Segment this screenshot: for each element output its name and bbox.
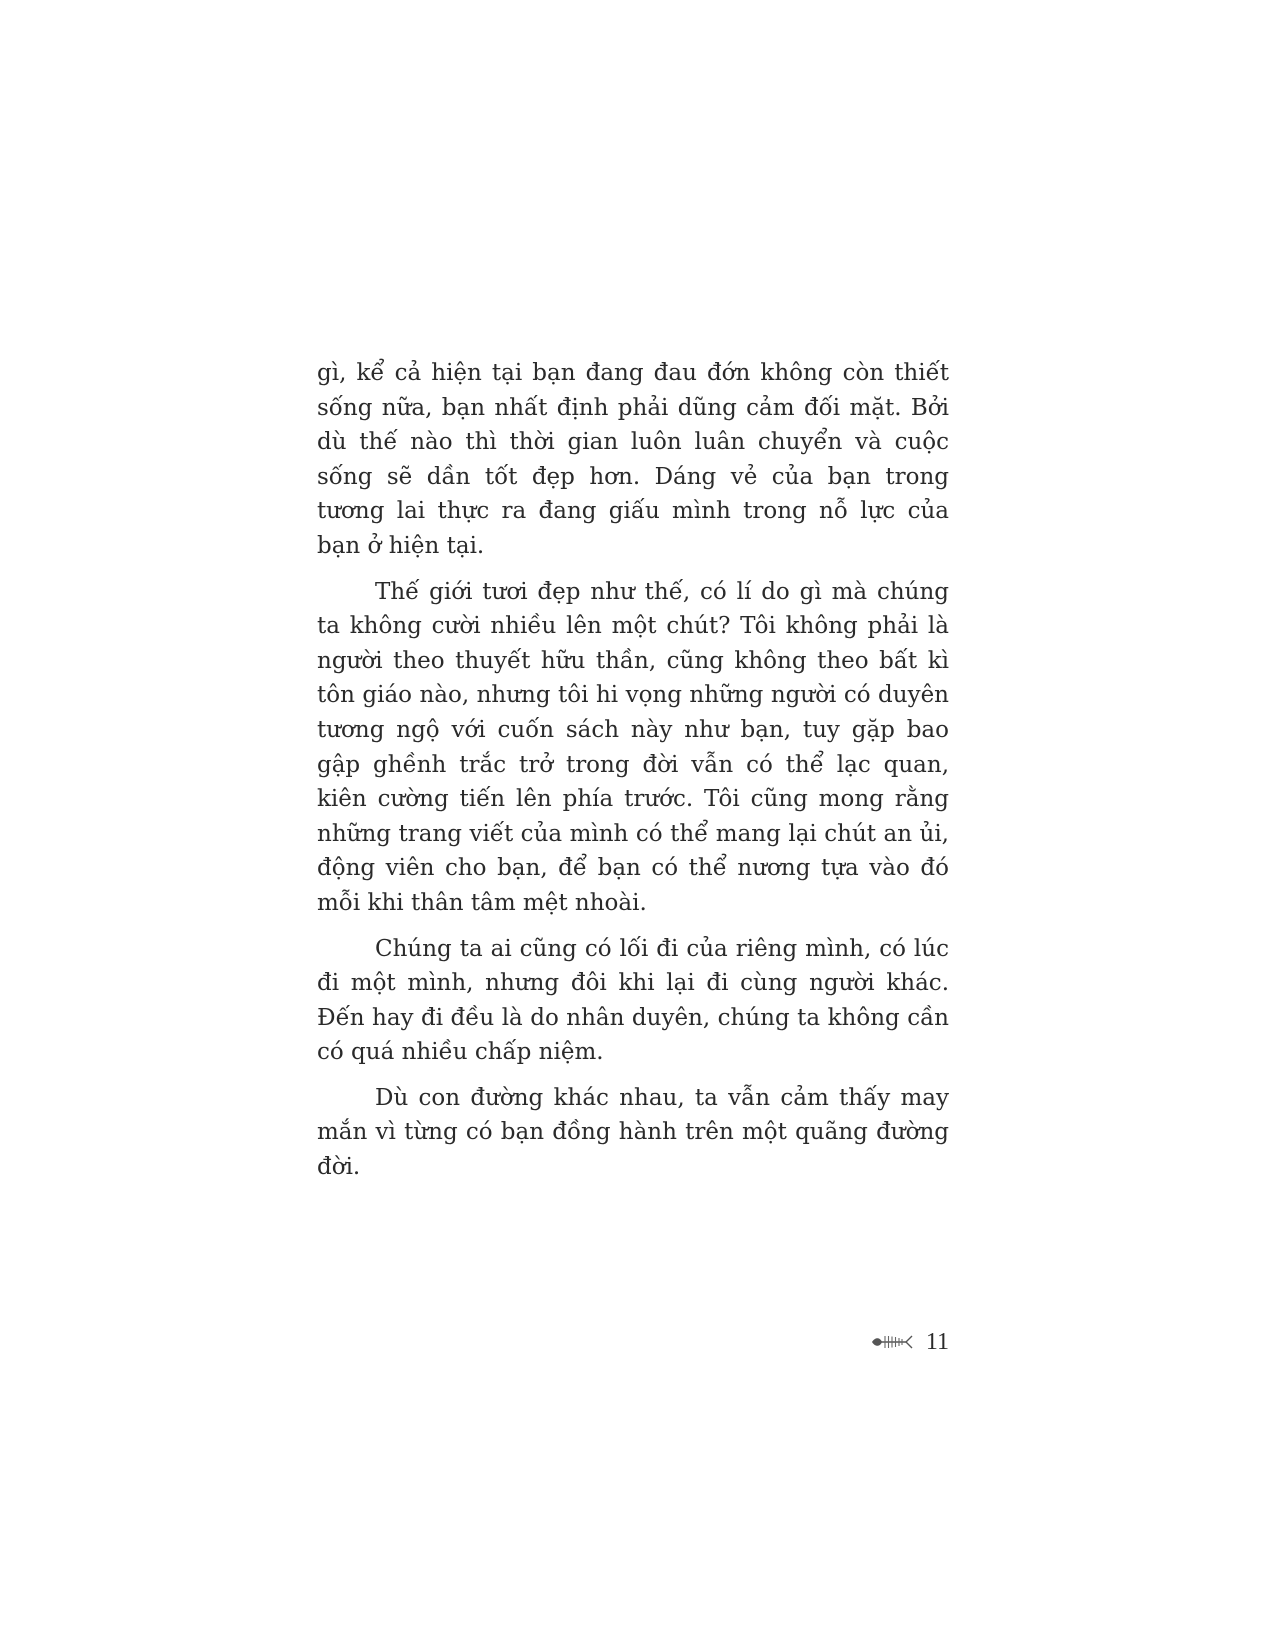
page-footer (870, 1325, 949, 1359)
paragraph-3: Chúng ta ai cũng có lối đi của riêng mình, có lúc đi một mình, nhưng đôi khi lại đi cùng người khác. Đến hay đi đều là do nhân duyên, chúng ta không cần có quá nhiều chấp niệm. (317, 935, 949, 1066)
fish-bone-icon (870, 1331, 914, 1353)
paragraph-1: gì, kể cả hiện tại bạn đang đau đớn không còn thiết sống nữa, bạn nhất định phải dũng cảm đối mặt. Bởi dù thế nào thì thời gian luôn luân chuyển và cuộc sống sẽ dần tốt đẹp hơn. Dáng vẻ của bạn trong tương lai thực ra đang giấu mình trong nỗ lực của bạn ở hiện tại. (317, 360, 949, 559)
paragraph-4: Dù con đường khác nhau, ta vẫn cảm thấy may mắn vì từng có bạn đồng hành trên một quãng đường đời. (317, 1084, 949, 1181)
body-text (317, 356, 949, 1196)
paragraph-2: Thế giới tươi đẹp như thế, có lí do gì mà chúng ta không cười nhiều lên một chút? Tôi không phải là người theo thuyết hữu thần, cũng không theo bất kì tôn giáo nào, nhưng tôi hi vọng những người có duyên tương ngộ với cuốn sách này như bạn, tuy gặp bao gập ghềnh trắc trở trong đời vẫn có thể lạc quan, kiên cường tiến lên phía trước. Tôi cũng mong rằng những trang viết của mình có thể mang lại chút an ủi, động viên cho bạn, để bạn có thể nương tựa vào đó mỗi khi thân tâm mệt nhoài. (317, 578, 949, 916)
page-number: 11 (925, 1329, 949, 1355)
